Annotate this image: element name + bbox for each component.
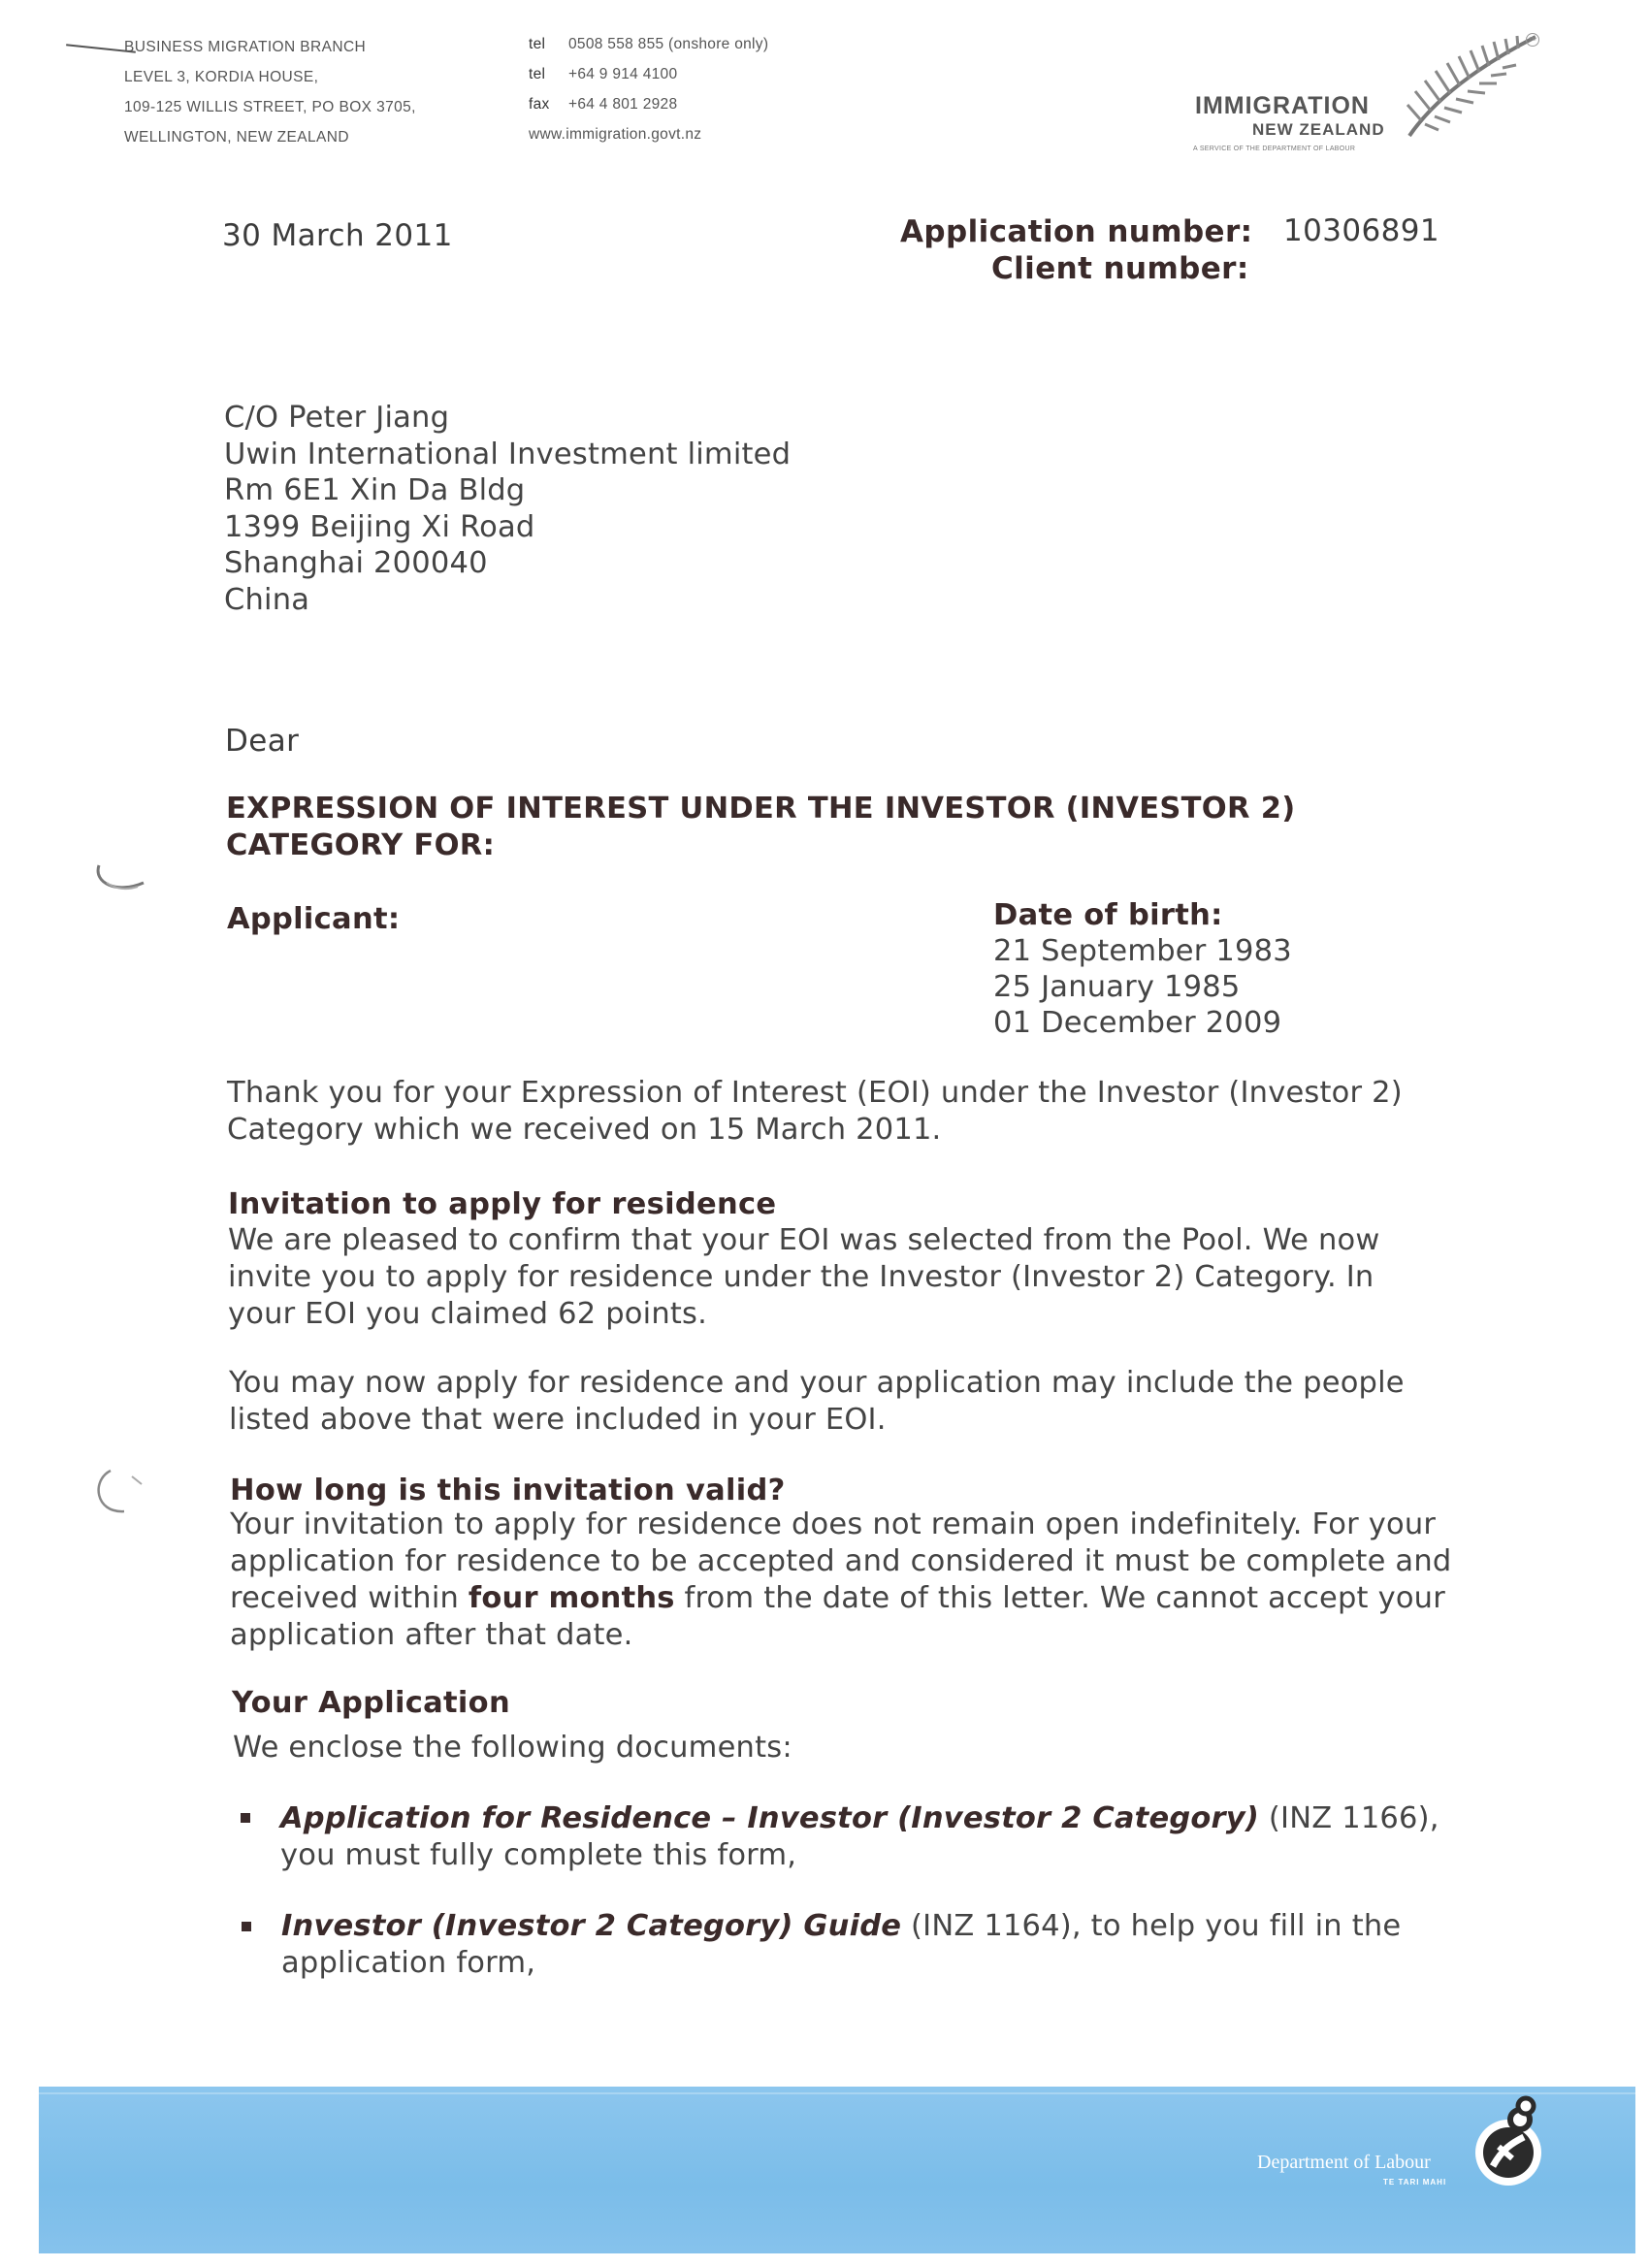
recipient-line: Shanghai 200040	[224, 546, 488, 580]
address-line: LEVEL 3, KORDIA HOUSE,	[124, 69, 319, 85]
enclosure-item	[281, 1908, 1401, 1982]
logo-subtitle: NEW ZEALAND	[1252, 120, 1385, 139]
address-line: BUSINESS MIGRATION BRANCH	[124, 39, 367, 55]
recipient-line: Uwin International Investment limited	[224, 437, 792, 471]
paragraph-line: application for residence to be accepted and considered it must be complete and	[230, 1544, 1452, 1578]
enclosure-line: application form,	[281, 1946, 536, 1980]
letter-date: 30 March 2011	[222, 218, 453, 253]
address-line: WELLINGTON, NEW ZEALAND	[124, 129, 349, 146]
paragraph-line	[230, 1580, 1451, 1617]
text-run: received within	[230, 1581, 469, 1615]
bullet-icon	[241, 1813, 250, 1823]
department-of-labour-icon	[1470, 2094, 1547, 2191]
paragraph-line: You may now apply for residence and your application may include the people	[229, 1366, 1405, 1400]
paragraph-line: application after that date.	[230, 1618, 633, 1652]
client-number-label: Client number:	[991, 251, 1249, 286]
website-link[interactable]: www.immigration.govt.nz	[529, 126, 702, 143]
dob-value: 25 January 1985	[993, 970, 1241, 1004]
recipient-line: C/O Peter Jiang	[224, 401, 450, 435]
contact-label: fax	[529, 96, 550, 113]
contact-details	[529, 29, 768, 149]
immigration-nz-logo	[1188, 27, 1547, 163]
scan-mark	[87, 854, 160, 902]
paragraph-line: listed above that were included in your EOI.	[229, 1403, 887, 1437]
logo-title: IMMIGRATION	[1195, 92, 1370, 119]
invitation-paragraph	[228, 1222, 1380, 1333]
recipient-line: China	[224, 582, 310, 617]
document-title: Investor (Investor 2 Category) Guide	[281, 1909, 902, 1943]
paragraph-line: your EOI you claimed 62 points.	[228, 1297, 707, 1331]
enclosure-line: you must fully complete this form,	[280, 1838, 797, 1872]
paragraph-line: We are pleased to confirm that your EOI was selected from the Pool. We now	[228, 1223, 1380, 1257]
apply-paragraph	[229, 1365, 1405, 1439]
applicant-label: Applicant:	[227, 902, 401, 936]
dob-value: 01 December 2009	[993, 1006, 1282, 1040]
dob-label: Date of birth:	[993, 898, 1223, 932]
paragraph-line: invite you to apply for residence under the Investor (Investor 2) Category. In	[228, 1260, 1374, 1294]
application-number-label: Application number:	[900, 214, 1253, 249]
footer-rule	[39, 2092, 1635, 2094]
document-code: (INZ 1164), to help you fill in the	[901, 1909, 1402, 1943]
contact-value: +64 4 801 2928	[568, 96, 678, 113]
intro-paragraph	[227, 1075, 1403, 1149]
fern-icon	[1392, 27, 1547, 142]
recipient-line: Rm 6E1 Xin Da Bldg	[224, 473, 526, 507]
department-name: Department of Labour	[1257, 2152, 1431, 2173]
enclosure-item	[280, 1800, 1439, 1874]
contact-label: tel	[529, 66, 546, 82]
salutation: Dear	[225, 724, 300, 759]
contact-value: +64 9 914 4100	[568, 66, 678, 82]
contact-label: tel	[529, 36, 546, 52]
recipient-address	[224, 400, 791, 618]
trademark-icon: TM	[1526, 33, 1539, 47]
application-number: 10306891	[1283, 213, 1439, 248]
enclosure-line	[281, 1908, 1401, 1945]
section-heading-application: Your Application	[232, 1686, 510, 1720]
bullet-icon	[242, 1922, 251, 1931]
document-title: Application for Residence – Investor (Investor 2 Category)	[280, 1801, 1260, 1835]
department-subtitle: TE TARI MAHI	[1383, 2178, 1447, 2187]
scan-mark	[85, 1465, 153, 1523]
address-line: 109-125 WILLIS STREET, PO BOX 3705,	[124, 99, 416, 115]
subject-line: CATEGORY FOR:	[226, 828, 496, 862]
logo-tagline: A SERVICE OF THE DEPARTMENT OF LABOUR	[1193, 146, 1356, 152]
footer-band	[39, 2087, 1635, 2253]
recipient-line: 1399 Beijing Xi Road	[224, 509, 535, 544]
text-run: from the date of this letter. We cannot accept your	[674, 1581, 1445, 1615]
dob-list	[993, 933, 1292, 1041]
validity-paragraph	[230, 1507, 1451, 1654]
intro-line: Category which we received on 15 March 2011.	[227, 1113, 942, 1147]
document-code: (INZ 1166),	[1259, 1801, 1439, 1835]
intro-line: Thank you for your Expression of Interest (EOI) under the Investor (Investor 2)	[227, 1076, 1403, 1110]
contact-value: 0508 558 855 (onshore only)	[568, 36, 769, 52]
enclosure-line	[280, 1800, 1439, 1837]
paragraph-line: Your invitation to apply for residence does not remain open indefinitely. For your	[230, 1507, 1437, 1541]
emphasis-four-months: four months	[468, 1581, 675, 1615]
dob-value: 21 September 1983	[993, 934, 1292, 968]
section-heading-validity: How long is this invitation valid?	[230, 1474, 786, 1507]
sender-address	[124, 32, 416, 152]
subject-line: EXPRESSION OF INTEREST UNDER THE INVESTOR (INVESTOR 2)	[226, 792, 1296, 826]
section-heading-invitation: Invitation to apply for residence	[228, 1187, 777, 1221]
enclose-intro: We enclose the following documents:	[233, 1731, 792, 1765]
